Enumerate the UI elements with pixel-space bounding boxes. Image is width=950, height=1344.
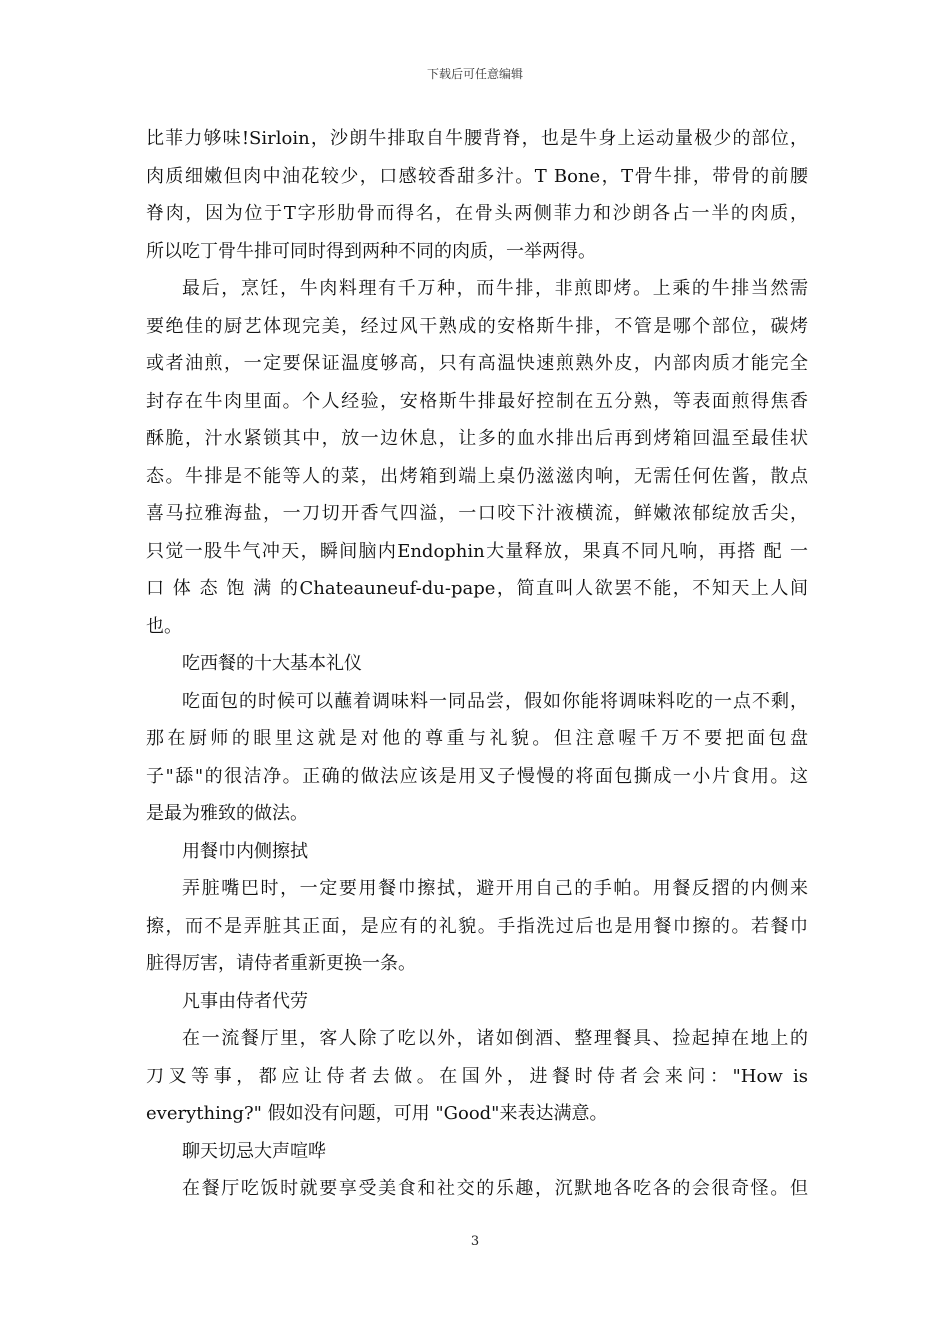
text-line: 要绝佳的厨艺体现完美，经过风干熟成的安格斯牛排，不管是哪个部位，碳烤 — [146, 315, 808, 337]
text-line: 聊天切忌大声喧哗 — [182, 1140, 326, 1162]
text-line: 在餐厅吃饭时就要享受美食和社交的乐趣，沉默地各吃各的会很奇怪。但 — [182, 1178, 808, 1199]
text-line: 只觉一股牛气冲天，瞬间脑内Endophin大量释放，果真不同凡响，再搭 配 一 — [146, 540, 808, 562]
text-line: 凡事由侍者代劳 — [182, 990, 308, 1012]
text-line: 刀叉等事，都应让侍者去做。在国外，进餐时侍者会来问："How is — [146, 1065, 808, 1087]
page-header: 下载后可任意编辑 — [426, 67, 523, 81]
text-line: 封存在牛肉里面。个人经验，安格斯牛排最好控制在五分熟，等表面煎得焦香 — [146, 390, 808, 412]
text-line: 所以吃丁骨牛排可同时得到两种不同的肉质，一举两得。 — [146, 240, 596, 262]
page-number: 3 — [470, 1234, 480, 1249]
text-line: everything?" 假如没有问题，可用 "Good"来表达满意。 — [146, 1103, 608, 1124]
text-line: 是最为雅致的做法。 — [146, 803, 308, 824]
text-line: 子"舔"的很洁净。正确的做法应该是用叉子慢慢的将面包撕成一小片食用。这 — [146, 765, 808, 787]
text-line: 擦，而不是弄脏其正面，是应有的礼貌。手指洗过后也是用餐巾擦的。若餐巾 — [146, 915, 808, 937]
text-line: 那在厨师的眼里这就是对他的尊重与礼貌。但注意喔千万不要把面包盘 — [146, 728, 808, 749]
text-line: 最后，烹饪，牛肉料理有千万种，而牛排，非煎即烤。上乘的牛排当然需 — [182, 278, 808, 299]
text-line: 态。牛排是不能等人的菜，出烤箱到端上桌仍滋滋肉响，无需任何佐酱，散点 — [146, 465, 808, 487]
text-line: 在一流餐厅里，客人除了吃以外，诸如倒酒、整理餐具、捡起掉在地上的 — [182, 1028, 808, 1049]
text-line: 比菲力够味!Sirloin，沙朗牛排取自牛腰背脊，也是牛身上运动量极少的部位， — [146, 128, 808, 149]
text-line: 吃面包的时候可以蘸着调味料一同品尝，假如你能将调味料吃的一点不剩， — [182, 690, 808, 712]
text-line: 弄脏嘴巴时，一定要用餐巾擦拭，避开用自己的手帕。用餐反摺的内侧来 — [182, 878, 808, 899]
text-line: 也。 — [146, 615, 182, 637]
text-line: 脏得厉害，请侍者重新更换一条。 — [146, 953, 416, 974]
text-line: 或者油煎，一定要保证温度够高，只有高温快速煎熟外皮，内部肉质才能完全 — [146, 353, 808, 374]
text-line: 喜马拉雅海盐，一刀切开香气四溢，一口咬下汁液横流，鲜嫩浓郁绽放舌尖， — [146, 503, 808, 524]
text-line: 脊肉，因为位于T字形肋骨而得名，在骨头两侧菲力和沙朗各占一半的肉质， — [146, 203, 808, 224]
text-line: 用餐巾内侧擦拭 — [182, 840, 308, 862]
text-line: 酥脆，汁水紧锁其中，放一边休息，让多的血水排出后再到烤箱回温至最佳状 — [146, 428, 808, 449]
text-line: 口 体 态 饱 满 的Chateauneuf-du-pape，简直叫人欲罢不能，不知天上人间 — [146, 578, 808, 599]
document-body — [146, 120, 808, 1208]
text-line: 肉质细嫩但肉中油花较少，口感较香甜多汁。T Bone，T骨牛排，带骨的前腰 — [146, 165, 808, 187]
text-line: 吃西餐的十大基本礼仪 — [182, 653, 362, 674]
